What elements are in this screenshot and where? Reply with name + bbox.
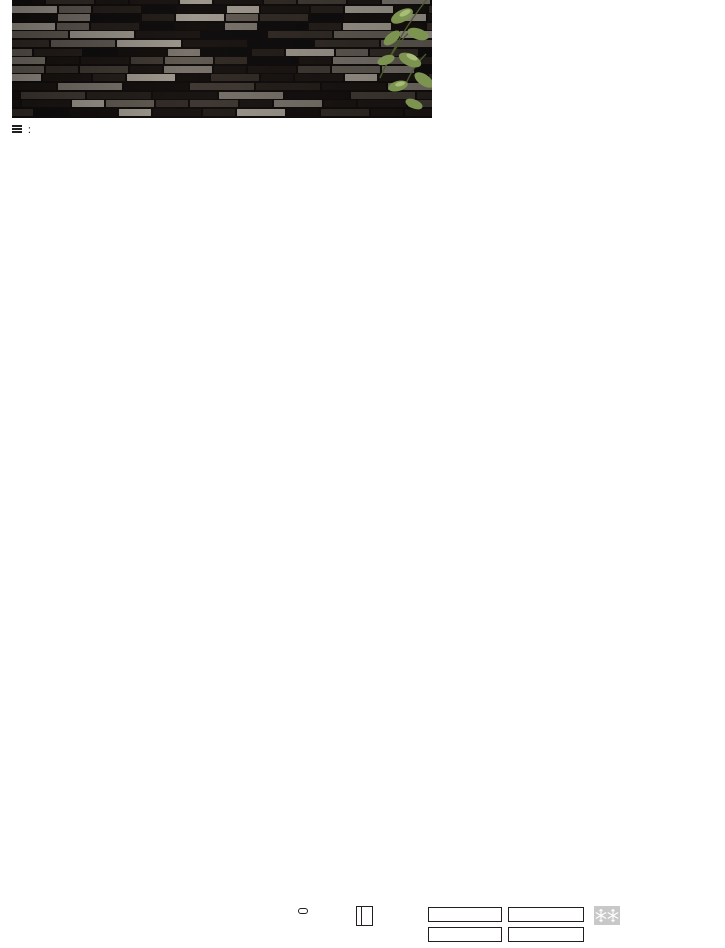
- pill-harukabe: [508, 907, 584, 922]
- pill-mortar: [428, 927, 502, 942]
- bottom-legend-bar: [8, 896, 720, 944]
- page-header: [0, 0, 725, 148]
- frost-resistance-badge: [594, 906, 620, 925]
- photo-caption: ：: [12, 122, 38, 137]
- green-purchasing-badge: [298, 908, 308, 914]
- snowflake-icon: [594, 906, 620, 925]
- wall-sample-icon: [12, 125, 22, 134]
- hero-photo: [12, 0, 432, 118]
- shape-diagrams: [8, 800, 720, 892]
- pill-nano-hydrophilic: [428, 907, 502, 922]
- pill-color-range: [508, 927, 584, 942]
- plant-icon: [306, 0, 432, 118]
- qcat-badge: [356, 906, 373, 927]
